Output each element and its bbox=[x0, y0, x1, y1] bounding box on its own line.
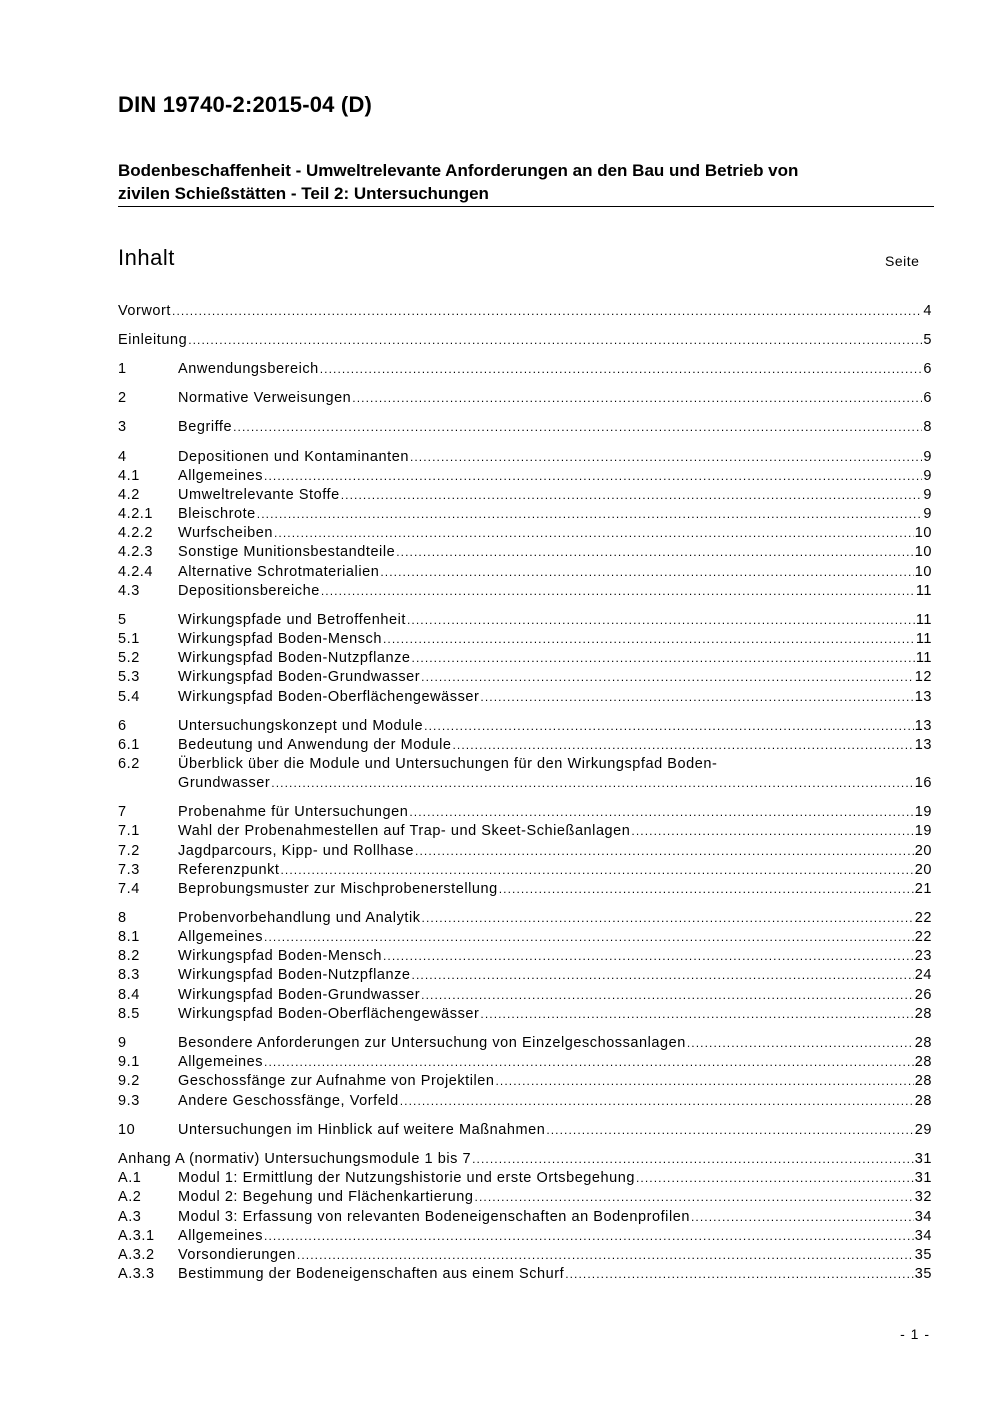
toc-entry-title: Umweltrelevante Stoffe bbox=[178, 487, 340, 503]
toc-entry-title: Anhang A (normativ) Untersuchungsmodule 1 bis 7 bbox=[118, 1151, 472, 1167]
toc-entry-page: 13 bbox=[914, 737, 932, 753]
toc-dot-leader bbox=[383, 630, 915, 649]
toc-entry-title: Normative Verweisungen bbox=[178, 390, 352, 406]
toc-entry-page: 24 bbox=[914, 967, 932, 983]
toc-entry-title: Überblick über die Module und Untersuchungen für den Wirkungspfad Boden- bbox=[178, 756, 718, 772]
toc-entry-title: Allgemeines bbox=[178, 1228, 264, 1244]
toc-entry[interactable] bbox=[118, 1150, 932, 1169]
toc-entry-title: Probenvorbehandlung und Analytik bbox=[178, 910, 421, 926]
toc-entry[interactable] bbox=[118, 1227, 932, 1246]
toc-entry-page: 11 bbox=[915, 583, 932, 599]
toc-entry-page: 35 bbox=[914, 1247, 932, 1263]
toc-dot-leader bbox=[380, 563, 913, 582]
toc-entry-page: 20 bbox=[914, 843, 932, 859]
toc-entry-number: 9.3 bbox=[118, 1093, 140, 1109]
toc-dot-leader bbox=[424, 717, 914, 736]
toc-entry[interactable] bbox=[118, 467, 932, 486]
document-id: DIN 19740-2:2015-04 (D) bbox=[118, 92, 373, 117]
toc-entry-number: 6.1 bbox=[118, 737, 140, 753]
toc-entry[interactable] bbox=[118, 611, 932, 630]
toc-entry[interactable] bbox=[118, 302, 932, 321]
toc-entry[interactable] bbox=[118, 986, 932, 1005]
toc-heading: Inhalt bbox=[118, 245, 175, 270]
toc-entry-title: Alternative Schrotmaterialien bbox=[178, 564, 380, 580]
toc-entry[interactable] bbox=[118, 331, 932, 350]
toc-entry-number: 4.3 bbox=[118, 583, 140, 599]
toc-entry-number: 6.2 bbox=[118, 756, 140, 772]
toc-entry[interactable] bbox=[118, 418, 932, 437]
toc-entry-page: 19 bbox=[914, 823, 932, 839]
toc-entry-number: 4.1 bbox=[118, 468, 140, 484]
toc-dot-leader bbox=[407, 611, 915, 630]
toc-dot-leader bbox=[422, 909, 914, 928]
toc-entry[interactable] bbox=[118, 543, 932, 562]
toc-entry[interactable] bbox=[118, 842, 932, 861]
toc-dot-leader bbox=[233, 418, 922, 437]
toc-entry-number: 1 bbox=[118, 361, 127, 377]
toc-entry-page: 35 bbox=[914, 1266, 932, 1282]
toc-entry-number: A.3.1 bbox=[118, 1228, 155, 1244]
toc-dot-leader bbox=[421, 668, 914, 687]
toc-entry-number: A.3 bbox=[118, 1209, 142, 1225]
toc-entry-number: 3 bbox=[118, 419, 127, 435]
toc-entry[interactable] bbox=[118, 360, 932, 379]
toc-entry-title: Vorwort bbox=[118, 303, 172, 319]
toc-dot-leader bbox=[297, 1246, 914, 1265]
toc-entry-number: A.3.3 bbox=[118, 1266, 155, 1282]
subtitle-line-1: Bodenbeschaffenheit - Umweltrelevante Anforderungen an den Bau und Betrieb von bbox=[118, 161, 799, 180]
toc-entry-title: Bleischrote bbox=[178, 506, 256, 522]
toc-entry-page: 32 bbox=[914, 1189, 932, 1205]
toc-entry[interactable] bbox=[118, 524, 932, 543]
toc-entry-title: Untersuchungen im Hinblick auf weitere Maßnahmen bbox=[178, 1122, 546, 1138]
toc-dot-leader bbox=[691, 1208, 914, 1227]
toc-entry-title: Wirkungspfade und Betroffenheit bbox=[178, 612, 406, 628]
toc-entry-number: 4.2.1 bbox=[118, 506, 153, 522]
toc-entry[interactable] bbox=[118, 803, 932, 822]
toc-entry-page: 9 bbox=[923, 468, 932, 484]
toc-entry-page: 5 bbox=[923, 332, 932, 348]
toc-entry[interactable] bbox=[118, 582, 932, 601]
toc-entry-page: 23 bbox=[914, 948, 932, 964]
toc-entry[interactable] bbox=[118, 947, 932, 966]
toc-dot-leader bbox=[280, 861, 913, 880]
header-divider bbox=[118, 206, 934, 207]
toc-entry-page: 28 bbox=[914, 1054, 932, 1070]
toc-entry-page: 12 bbox=[914, 669, 932, 685]
toc-entry-number: 9.2 bbox=[118, 1073, 140, 1089]
toc-dot-leader bbox=[496, 1072, 914, 1091]
toc-entry-page: 11 bbox=[915, 612, 932, 628]
toc-entry-title: Modul 3: Erfassung von relevanten Bodeneigenschaften an Bodenprofilen bbox=[178, 1209, 690, 1225]
subtitle-line-2: zivilen Schießstätten - Teil 2: Untersuchungen bbox=[118, 184, 489, 203]
toc-entry-title: Allgemeines bbox=[178, 468, 264, 484]
toc-entry-number: 5.1 bbox=[118, 631, 140, 647]
toc-entry[interactable] bbox=[118, 668, 932, 687]
toc-entry-title: Referenzpunkt bbox=[178, 862, 280, 878]
toc-dot-leader bbox=[352, 389, 922, 408]
toc-entry[interactable] bbox=[118, 448, 932, 467]
toc-entry-number: 8.2 bbox=[118, 948, 140, 964]
toc-entry[interactable] bbox=[118, 717, 932, 736]
toc-entry-page: 8 bbox=[923, 419, 932, 435]
toc-entry-page: 19 bbox=[914, 804, 932, 820]
toc-entry-page: 21 bbox=[914, 881, 932, 897]
toc-dot-leader bbox=[636, 1169, 914, 1188]
toc-entry-title: Beprobungsmuster zur Mischprobenerstellung bbox=[178, 881, 498, 897]
toc-dot-leader bbox=[412, 966, 914, 985]
toc-entry[interactable] bbox=[118, 505, 932, 524]
toc-entry-title: Wurfscheiben bbox=[178, 525, 273, 541]
toc-entry-number: 8.1 bbox=[118, 929, 140, 945]
toc-entry-title: Andere Geschossfänge, Vorfeld bbox=[178, 1093, 399, 1109]
toc-entry-number: 5.3 bbox=[118, 669, 140, 685]
toc-entry-page: 10 bbox=[914, 564, 932, 580]
toc-entry[interactable] bbox=[118, 1265, 932, 1284]
toc-entry-number: 8.4 bbox=[118, 987, 140, 1003]
toc-entry-number: 7.1 bbox=[118, 823, 140, 839]
toc-entry-page: 34 bbox=[914, 1209, 932, 1225]
toc-entry-title: Wirkungspfad Boden-Nutzpflanze bbox=[178, 650, 411, 666]
toc-entry[interactable] bbox=[118, 1188, 932, 1207]
toc-dot-leader bbox=[421, 986, 914, 1005]
toc-entry-title: Modul 2: Begehung und Flächenkartierung bbox=[178, 1189, 474, 1205]
toc-entry-number: 5 bbox=[118, 612, 127, 628]
toc-dot-leader bbox=[687, 1034, 914, 1053]
page-column-label: Seite bbox=[885, 253, 920, 269]
toc-entry-number: 7.4 bbox=[118, 881, 140, 897]
toc-entry-page: 28 bbox=[914, 1093, 932, 1109]
toc-dot-leader bbox=[264, 1053, 914, 1072]
toc-entry[interactable] bbox=[118, 630, 932, 649]
toc-dot-leader bbox=[565, 1265, 914, 1284]
toc-entry-page: 28 bbox=[914, 1006, 932, 1022]
toc-entry-title: Modul 1: Ermittlung der Nutzungshistorie und erste Ortsbegehung bbox=[178, 1170, 635, 1186]
toc-entry-number: 7.2 bbox=[118, 843, 140, 859]
toc-entry[interactable] bbox=[118, 966, 932, 985]
toc-entry-number: 5.4 bbox=[118, 689, 140, 705]
toc-entry-page: 6 bbox=[923, 390, 932, 406]
toc-entry-title: Begriffe bbox=[178, 419, 233, 435]
toc-dot-leader bbox=[257, 505, 923, 524]
toc-entry[interactable] bbox=[118, 774, 932, 793]
toc-entry-page: 29 bbox=[914, 1122, 932, 1138]
toc-entry-page: 6 bbox=[923, 361, 932, 377]
toc-dot-leader bbox=[264, 928, 914, 947]
toc-entry-title: Vorsondierungen bbox=[178, 1247, 296, 1263]
toc-dot-leader bbox=[172, 302, 922, 321]
toc-dot-leader bbox=[480, 1005, 913, 1024]
toc-entry[interactable] bbox=[118, 736, 932, 755]
toc-dot-leader bbox=[472, 1150, 914, 1169]
toc-entry-title: Bestimmung der Bodeneigenschaften aus einem Schurf bbox=[178, 1266, 565, 1282]
toc-dot-leader bbox=[631, 822, 913, 841]
toc-dot-leader bbox=[383, 947, 914, 966]
toc-entry-page: 13 bbox=[914, 718, 932, 734]
toc-entry-title: Untersuchungskonzept und Module bbox=[178, 718, 424, 734]
toc-dot-leader bbox=[546, 1121, 913, 1140]
toc-entry-page: 16 bbox=[914, 775, 932, 791]
toc-dot-leader bbox=[321, 582, 915, 601]
toc-entry-page: 22 bbox=[914, 910, 932, 926]
toc-entry-page: 10 bbox=[914, 544, 932, 560]
toc-dot-leader bbox=[452, 736, 913, 755]
toc-entry[interactable] bbox=[118, 880, 932, 899]
toc-dot-leader bbox=[415, 842, 914, 861]
toc-entry[interactable] bbox=[118, 861, 932, 880]
document-subtitle bbox=[118, 159, 934, 205]
toc-dot-leader bbox=[475, 1188, 914, 1207]
toc-entry-page: 28 bbox=[914, 1073, 932, 1089]
toc-entry-number: A.3.2 bbox=[118, 1247, 155, 1263]
toc-entry-page: 26 bbox=[914, 987, 932, 1003]
toc-entry-number: 8.5 bbox=[118, 1006, 140, 1022]
toc-entry-number: A.1 bbox=[118, 1170, 142, 1186]
toc-entry-page: 22 bbox=[914, 929, 932, 945]
toc-entry-title: Bedeutung und Anwendung der Module bbox=[178, 737, 452, 753]
toc-entry[interactable] bbox=[118, 486, 932, 505]
toc-dot-leader bbox=[264, 1227, 914, 1246]
toc-entry-title: Sonstige Munitionsbestandteile bbox=[178, 544, 396, 560]
toc-entry[interactable] bbox=[118, 1246, 932, 1265]
toc-entry-number: 9 bbox=[118, 1035, 127, 1051]
toc-dot-leader bbox=[480, 688, 913, 707]
toc-entry-page: 13 bbox=[914, 689, 932, 705]
toc-entry[interactable] bbox=[118, 389, 932, 408]
toc-dot-leader bbox=[320, 360, 923, 379]
toc-entry-page: 4 bbox=[923, 303, 932, 319]
toc-entry-title: Wirkungspfad Boden-Grundwasser bbox=[178, 987, 421, 1003]
toc-dot-leader bbox=[499, 880, 914, 899]
toc-entry-page: 34 bbox=[914, 1228, 932, 1244]
toc-entry-number: 5.2 bbox=[118, 650, 140, 666]
toc-entry-number: 9.1 bbox=[118, 1054, 140, 1070]
toc-entry-title: Wirkungspfad Boden-Nutzpflanze bbox=[178, 967, 411, 983]
toc-entry-number: 7.3 bbox=[118, 862, 140, 878]
toc-entry-title: Geschossfänge zur Aufnahme von Projektilen bbox=[178, 1073, 495, 1089]
toc-entry-number: 4.2.3 bbox=[118, 544, 153, 560]
toc-entry[interactable] bbox=[118, 688, 932, 707]
toc-entry-page: 28 bbox=[914, 1035, 932, 1051]
toc-entry-title: Depositionen und Kontaminanten bbox=[178, 449, 409, 465]
toc-entry-number: 4.2.4 bbox=[118, 564, 153, 580]
toc-entry-title: Probenahme für Untersuchungen bbox=[178, 804, 409, 820]
toc-entry-title: Besondere Anforderungen zur Untersuchung von Einzelgeschossanlagen bbox=[178, 1035, 686, 1051]
toc-entry[interactable] bbox=[118, 1169, 932, 1188]
toc-dot-leader bbox=[412, 649, 915, 668]
toc-entry[interactable] bbox=[118, 1072, 932, 1091]
toc-dot-leader bbox=[400, 1092, 914, 1111]
toc-entry-title: Jagdparcours, Kipp- und Rollhase bbox=[178, 843, 415, 859]
toc-entry-number: 8.3 bbox=[118, 967, 140, 983]
toc-entry-page: 31 bbox=[914, 1170, 932, 1186]
toc-entry-page: 10 bbox=[914, 525, 932, 541]
toc-entry[interactable] bbox=[118, 909, 932, 928]
toc-entry-number: A.2 bbox=[118, 1189, 142, 1205]
page-number: - 1 - bbox=[900, 1326, 930, 1342]
toc-entry-title: Wirkungspfad Boden-Oberflächengewässer bbox=[178, 1006, 480, 1022]
toc-entry-number: 7 bbox=[118, 804, 127, 820]
toc-entry-page: 20 bbox=[914, 862, 932, 878]
toc-entry-number: 6 bbox=[118, 718, 127, 734]
toc-entry-page: 11 bbox=[915, 631, 932, 647]
toc-dot-leader bbox=[396, 543, 914, 562]
toc-entry-number: 4.2 bbox=[118, 487, 140, 503]
toc-entry[interactable] bbox=[118, 928, 932, 947]
toc-entry-number: 4 bbox=[118, 449, 127, 465]
toc-entry[interactable] bbox=[118, 755, 932, 774]
toc-entry-title: Allgemeines bbox=[178, 929, 264, 945]
toc-entry-number: 8 bbox=[118, 910, 127, 926]
toc-entry-title: Einleitung bbox=[118, 332, 188, 348]
toc-entry-page: 9 bbox=[923, 487, 932, 503]
toc-entry[interactable] bbox=[118, 1121, 932, 1140]
toc-dot-leader bbox=[188, 331, 922, 350]
toc-entry[interactable] bbox=[118, 1034, 932, 1053]
toc-entry[interactable] bbox=[118, 563, 932, 582]
toc-entry-page: 9 bbox=[923, 506, 932, 522]
toc-entry-page: 9 bbox=[923, 449, 932, 465]
toc-entry[interactable] bbox=[118, 649, 932, 668]
toc-entry-title: Depositionsbereiche bbox=[178, 583, 320, 599]
toc-entry-title: Allgemeines bbox=[178, 1054, 264, 1070]
toc-entry-number: 4.2.2 bbox=[118, 525, 153, 541]
toc-dot-leader bbox=[409, 803, 913, 822]
toc-entry-title: Wahl der Probenahmestellen auf Trap- und Skeet-Schießanlagen bbox=[178, 823, 631, 839]
toc-entry-number: 2 bbox=[118, 390, 127, 406]
toc-entry-title: Wirkungspfad Boden-Mensch bbox=[178, 948, 382, 964]
toc-entry-title: Grundwasser bbox=[178, 775, 271, 791]
toc-entry-number: 10 bbox=[118, 1122, 136, 1138]
toc-entry[interactable] bbox=[118, 1208, 932, 1227]
toc-entry-title: Anwendungsbereich bbox=[178, 361, 319, 377]
toc-entry[interactable] bbox=[118, 1092, 932, 1111]
toc-entry-page: 31 bbox=[914, 1151, 932, 1167]
toc-entry-page: 11 bbox=[915, 650, 932, 666]
toc-dot-leader bbox=[271, 774, 913, 793]
toc-dot-leader bbox=[410, 448, 922, 467]
toc-entry[interactable] bbox=[118, 822, 932, 841]
toc-entry-title: Wirkungspfad Boden-Grundwasser bbox=[178, 669, 421, 685]
toc-entry-title: Wirkungspfad Boden-Mensch bbox=[178, 631, 382, 647]
toc-dot-leader bbox=[264, 467, 922, 486]
toc-dot-leader bbox=[341, 486, 923, 505]
toc-entry[interactable] bbox=[118, 1005, 932, 1024]
toc-dot-leader bbox=[274, 524, 914, 543]
toc-entry[interactable] bbox=[118, 1053, 932, 1072]
toc-entry-title: Wirkungspfad Boden-Oberflächengewässer bbox=[178, 689, 480, 705]
